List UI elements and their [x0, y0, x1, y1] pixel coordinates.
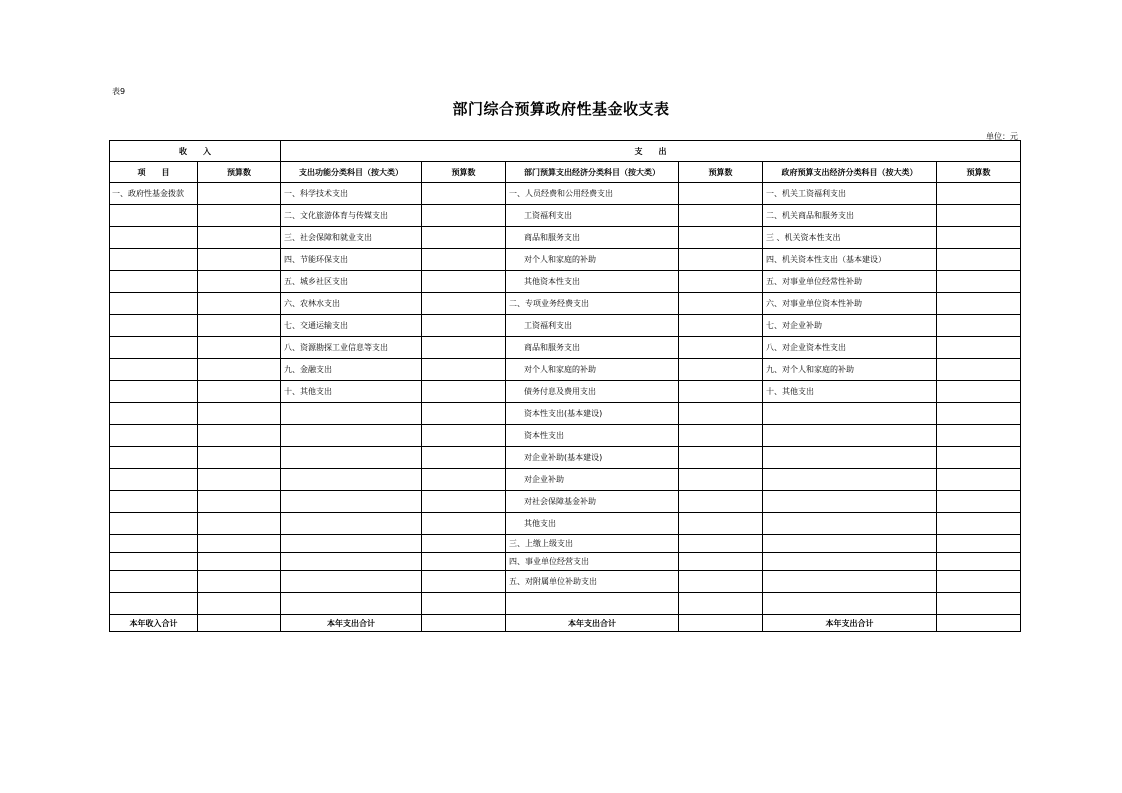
dept-econ-item-cell: 资本性支出(基本建设): [506, 403, 679, 425]
gov-econ-amount-cell: [937, 271, 1021, 293]
func-total-amount: [422, 615, 506, 632]
gov-econ-amount-cell: [937, 469, 1021, 491]
func-item-cell: [281, 513, 422, 535]
dept-econ-amount-cell: [679, 447, 763, 469]
income-item-cell: [110, 535, 198, 553]
table-row: [110, 337, 1021, 359]
income-item-cell: [110, 227, 198, 249]
gov-econ-amount-cell: [937, 403, 1021, 425]
table-row: [110, 447, 1021, 469]
func-item-cell: 三、社会保障和就业支出: [281, 227, 422, 249]
income-item-cell: [110, 571, 198, 593]
gov-econ-amount-cell: [937, 359, 1021, 381]
gov-econ-amount-cell: [937, 293, 1021, 315]
income-item-cell: [110, 469, 198, 491]
income-amount-cell: [198, 337, 281, 359]
func-amount-cell: [422, 593, 506, 615]
income-item-cell: [110, 293, 198, 315]
table-row: [110, 315, 1021, 337]
col-header-dept-econ: 部门预算支出经济分类科目（按大类）: [506, 162, 679, 183]
func-amount-cell: [422, 381, 506, 403]
dept-total-label: 本年支出合计: [506, 615, 679, 632]
table-row: [110, 227, 1021, 249]
table-row: [110, 571, 1021, 593]
table-row: [110, 205, 1021, 227]
gov-econ-item-cell: 六、对事业单位资本性补助: [763, 293, 937, 315]
income-item-cell: [110, 447, 198, 469]
budget-table: [109, 140, 1021, 632]
income-amount-cell: [198, 183, 281, 205]
gov-econ-amount-cell: [937, 315, 1021, 337]
income-item-cell: [110, 403, 198, 425]
gov-econ-item-cell: 七、对企业补助: [763, 315, 937, 337]
func-total-label: 本年支出合计: [281, 615, 422, 632]
func-item-cell: [281, 469, 422, 491]
func-item-cell: 一、科学技术支出: [281, 183, 422, 205]
income-total-label: 本年收入合计: [110, 615, 198, 632]
dept-econ-item-cell: 对社会保障基金补助: [506, 491, 679, 513]
dept-econ-amount-cell: [679, 359, 763, 381]
func-item-cell: [281, 491, 422, 513]
gov-econ-item-cell: [763, 403, 937, 425]
income-amount-cell: [198, 359, 281, 381]
income-header: 收 入: [110, 141, 281, 162]
func-amount-cell: [422, 513, 506, 535]
income-item-cell: [110, 249, 198, 271]
gov-econ-item-cell: 八、对企业资本性支出: [763, 337, 937, 359]
dept-econ-amount-cell: [679, 227, 763, 249]
table-row: [110, 491, 1021, 513]
income-amount-cell: [198, 425, 281, 447]
income-amount-cell: [198, 491, 281, 513]
gov-econ-amount-cell: [937, 227, 1021, 249]
income-amount-cell: [198, 593, 281, 615]
gov-econ-item-cell: [763, 513, 937, 535]
dept-econ-item-cell: 其他资本性支出: [506, 271, 679, 293]
gov-econ-amount-cell: [937, 183, 1021, 205]
income-amount-cell: [198, 571, 281, 593]
table-row: [110, 381, 1021, 403]
income-amount-cell: [198, 381, 281, 403]
gov-econ-amount-cell: [937, 513, 1021, 535]
dept-econ-item-cell: 三、上缴上级支出: [506, 535, 679, 553]
func-item-cell: [281, 535, 422, 553]
gov-econ-item-cell: 三 、机关资本性支出: [763, 227, 937, 249]
dept-econ-item-cell: 五、对附属单位补助支出: [506, 571, 679, 593]
func-item-cell: 四、节能环保支出: [281, 249, 422, 271]
table-row: [110, 535, 1021, 553]
table-row: [110, 271, 1021, 293]
dept-total-amount: [679, 615, 763, 632]
income-item-cell: 一、政府性基金拨款: [110, 183, 198, 205]
income-amount-cell: [198, 553, 281, 571]
dept-econ-amount-cell: [679, 553, 763, 571]
income-item-cell: [110, 553, 198, 571]
col-header-amount: 预算数: [198, 162, 281, 183]
col-header-gov-econ: 政府预算支出经济分类科目（按大类）: [763, 162, 937, 183]
totals-row: [110, 615, 1021, 632]
dept-econ-amount-cell: [679, 183, 763, 205]
dept-econ-amount-cell: [679, 249, 763, 271]
func-item-cell: 七、交通运输支出: [281, 315, 422, 337]
func-amount-cell: [422, 535, 506, 553]
func-amount-cell: [422, 315, 506, 337]
gov-econ-item-cell: 九、对个人和家庭的补助: [763, 359, 937, 381]
gov-econ-item-cell: [763, 571, 937, 593]
func-amount-cell: [422, 337, 506, 359]
unit-label: 单位：元: [986, 132, 1018, 141]
func-item-cell: [281, 425, 422, 447]
table-row: [110, 293, 1021, 315]
income-amount-cell: [198, 227, 281, 249]
income-amount-cell: [198, 315, 281, 337]
func-item-cell: 二、文化旅游体育与传媒支出: [281, 205, 422, 227]
dept-econ-item-cell: 工资福利支出: [506, 205, 679, 227]
dept-econ-amount-cell: [679, 593, 763, 615]
header-row-main: [110, 141, 1021, 162]
income-amount-cell: [198, 403, 281, 425]
col-header-amount: 预算数: [679, 162, 763, 183]
gov-econ-amount-cell: [937, 249, 1021, 271]
income-item-cell: [110, 593, 198, 615]
dept-econ-item-cell: 四、事业单位经营支出: [506, 553, 679, 571]
gov-econ-amount-cell: [937, 337, 1021, 359]
func-amount-cell: [422, 293, 506, 315]
dept-econ-item-cell: 工资福利支出: [506, 315, 679, 337]
func-amount-cell: [422, 491, 506, 513]
dept-econ-item-cell: 对企业补助: [506, 469, 679, 491]
func-amount-cell: [422, 183, 506, 205]
expense-header: 支 出: [281, 141, 1021, 162]
func-item-cell: 十、其他支出: [281, 381, 422, 403]
dept-econ-item-cell: 一、人员经费和公用经费支出: [506, 183, 679, 205]
income-amount-cell: [198, 293, 281, 315]
func-item-cell: [281, 571, 422, 593]
income-amount-cell: [198, 535, 281, 553]
income-total-amount: [198, 615, 281, 632]
gov-econ-item-cell: [763, 593, 937, 615]
gov-econ-item-cell: 十、其他支出: [763, 381, 937, 403]
income-item-cell: [110, 359, 198, 381]
table-row: [110, 553, 1021, 571]
table-row: [110, 183, 1021, 205]
func-amount-cell: [422, 469, 506, 491]
table-number: 表9: [112, 87, 126, 96]
gov-econ-amount-cell: [937, 491, 1021, 513]
income-amount-cell: [198, 469, 281, 491]
gov-econ-item-cell: 二、机关商品和服务支出: [763, 205, 937, 227]
func-item-cell: 五、城乡社区支出: [281, 271, 422, 293]
table-row: [110, 469, 1021, 491]
gov-econ-amount-cell: [937, 553, 1021, 571]
gov-econ-amount-cell: [937, 535, 1021, 553]
income-item-cell: [110, 425, 198, 447]
income-item-cell: [110, 271, 198, 293]
dept-econ-amount-cell: [679, 315, 763, 337]
dept-econ-item-cell: 二、专项业务经费支出: [506, 293, 679, 315]
gov-econ-amount-cell: [937, 571, 1021, 593]
gov-econ-amount-cell: [937, 425, 1021, 447]
table-row: [110, 425, 1021, 447]
gov-econ-item-cell: [763, 469, 937, 491]
table-row: [110, 593, 1021, 615]
table-row: [110, 513, 1021, 535]
func-item-cell: 六、农林水支出: [281, 293, 422, 315]
dept-econ-amount-cell: [679, 425, 763, 447]
gov-total-label: 本年支出合计: [763, 615, 937, 632]
col-header-item: 项 目: [110, 162, 198, 183]
func-amount-cell: [422, 403, 506, 425]
dept-econ-amount-cell: [679, 205, 763, 227]
gov-econ-amount-cell: [937, 205, 1021, 227]
income-amount-cell: [198, 249, 281, 271]
col-header-amount: 预算数: [422, 162, 506, 183]
dept-econ-amount-cell: [679, 403, 763, 425]
func-amount-cell: [422, 571, 506, 593]
func-item-cell: 九、金融支出: [281, 359, 422, 381]
gov-econ-item-cell: [763, 553, 937, 571]
func-amount-cell: [422, 205, 506, 227]
func-item-cell: 八、资源勘探工业信息等支出: [281, 337, 422, 359]
func-amount-cell: [422, 553, 506, 571]
func-item-cell: [281, 403, 422, 425]
func-amount-cell: [422, 227, 506, 249]
gov-total-amount: [937, 615, 1021, 632]
dept-econ-amount-cell: [679, 513, 763, 535]
gov-econ-item-cell: [763, 491, 937, 513]
dept-econ-item-cell: 对个人和家庭的补助: [506, 359, 679, 381]
func-item-cell: [281, 447, 422, 469]
table-row: [110, 359, 1021, 381]
col-header-amount: 预算数: [937, 162, 1021, 183]
document-title: 部门综合预算政府性基金收支表: [452, 100, 670, 118]
func-amount-cell: [422, 271, 506, 293]
income-amount-cell: [198, 271, 281, 293]
dept-econ-item-cell: 对企业补助(基本建设): [506, 447, 679, 469]
income-amount-cell: [198, 513, 281, 535]
income-amount-cell: [198, 205, 281, 227]
dept-econ-item-cell: 对个人和家庭的补助: [506, 249, 679, 271]
dept-econ-amount-cell: [679, 535, 763, 553]
dept-econ-item-cell: 商品和服务支出: [506, 337, 679, 359]
dept-econ-amount-cell: [679, 491, 763, 513]
dept-econ-amount-cell: [679, 381, 763, 403]
dept-econ-item-cell: 其他支出: [506, 513, 679, 535]
func-item-cell: [281, 553, 422, 571]
gov-econ-item-cell: 五、对事业单位经常性补助: [763, 271, 937, 293]
income-amount-cell: [198, 447, 281, 469]
gov-econ-item-cell: [763, 425, 937, 447]
gov-econ-amount-cell: [937, 447, 1021, 469]
gov-econ-amount-cell: [937, 593, 1021, 615]
dept-econ-item-cell: 债务付息及费用支出: [506, 381, 679, 403]
income-item-cell: [110, 337, 198, 359]
table-row: [110, 403, 1021, 425]
income-item-cell: [110, 315, 198, 337]
header-row-columns: [110, 162, 1021, 183]
func-amount-cell: [422, 447, 506, 469]
gov-econ-item-cell: 四、机关资本性支出（基本建设）: [763, 249, 937, 271]
income-item-cell: [110, 205, 198, 227]
gov-econ-item-cell: [763, 535, 937, 553]
gov-econ-item-cell: 一、机关工资福利支出: [763, 183, 937, 205]
dept-econ-amount-cell: [679, 469, 763, 491]
gov-econ-item-cell: [763, 447, 937, 469]
income-item-cell: [110, 491, 198, 513]
func-amount-cell: [422, 249, 506, 271]
dept-econ-amount-cell: [679, 571, 763, 593]
dept-econ-amount-cell: [679, 293, 763, 315]
income-item-cell: [110, 381, 198, 403]
dept-econ-amount-cell: [679, 271, 763, 293]
func-amount-cell: [422, 359, 506, 381]
dept-econ-item-cell: [506, 593, 679, 615]
gov-econ-amount-cell: [937, 381, 1021, 403]
table-row: [110, 249, 1021, 271]
func-item-cell: [281, 593, 422, 615]
income-item-cell: [110, 513, 198, 535]
func-amount-cell: [422, 425, 506, 447]
dept-econ-item-cell: 资本性支出: [506, 425, 679, 447]
dept-econ-item-cell: 商品和服务支出: [506, 227, 679, 249]
col-header-func: 支出功能分类科目（按大类）: [281, 162, 422, 183]
dept-econ-amount-cell: [679, 337, 763, 359]
